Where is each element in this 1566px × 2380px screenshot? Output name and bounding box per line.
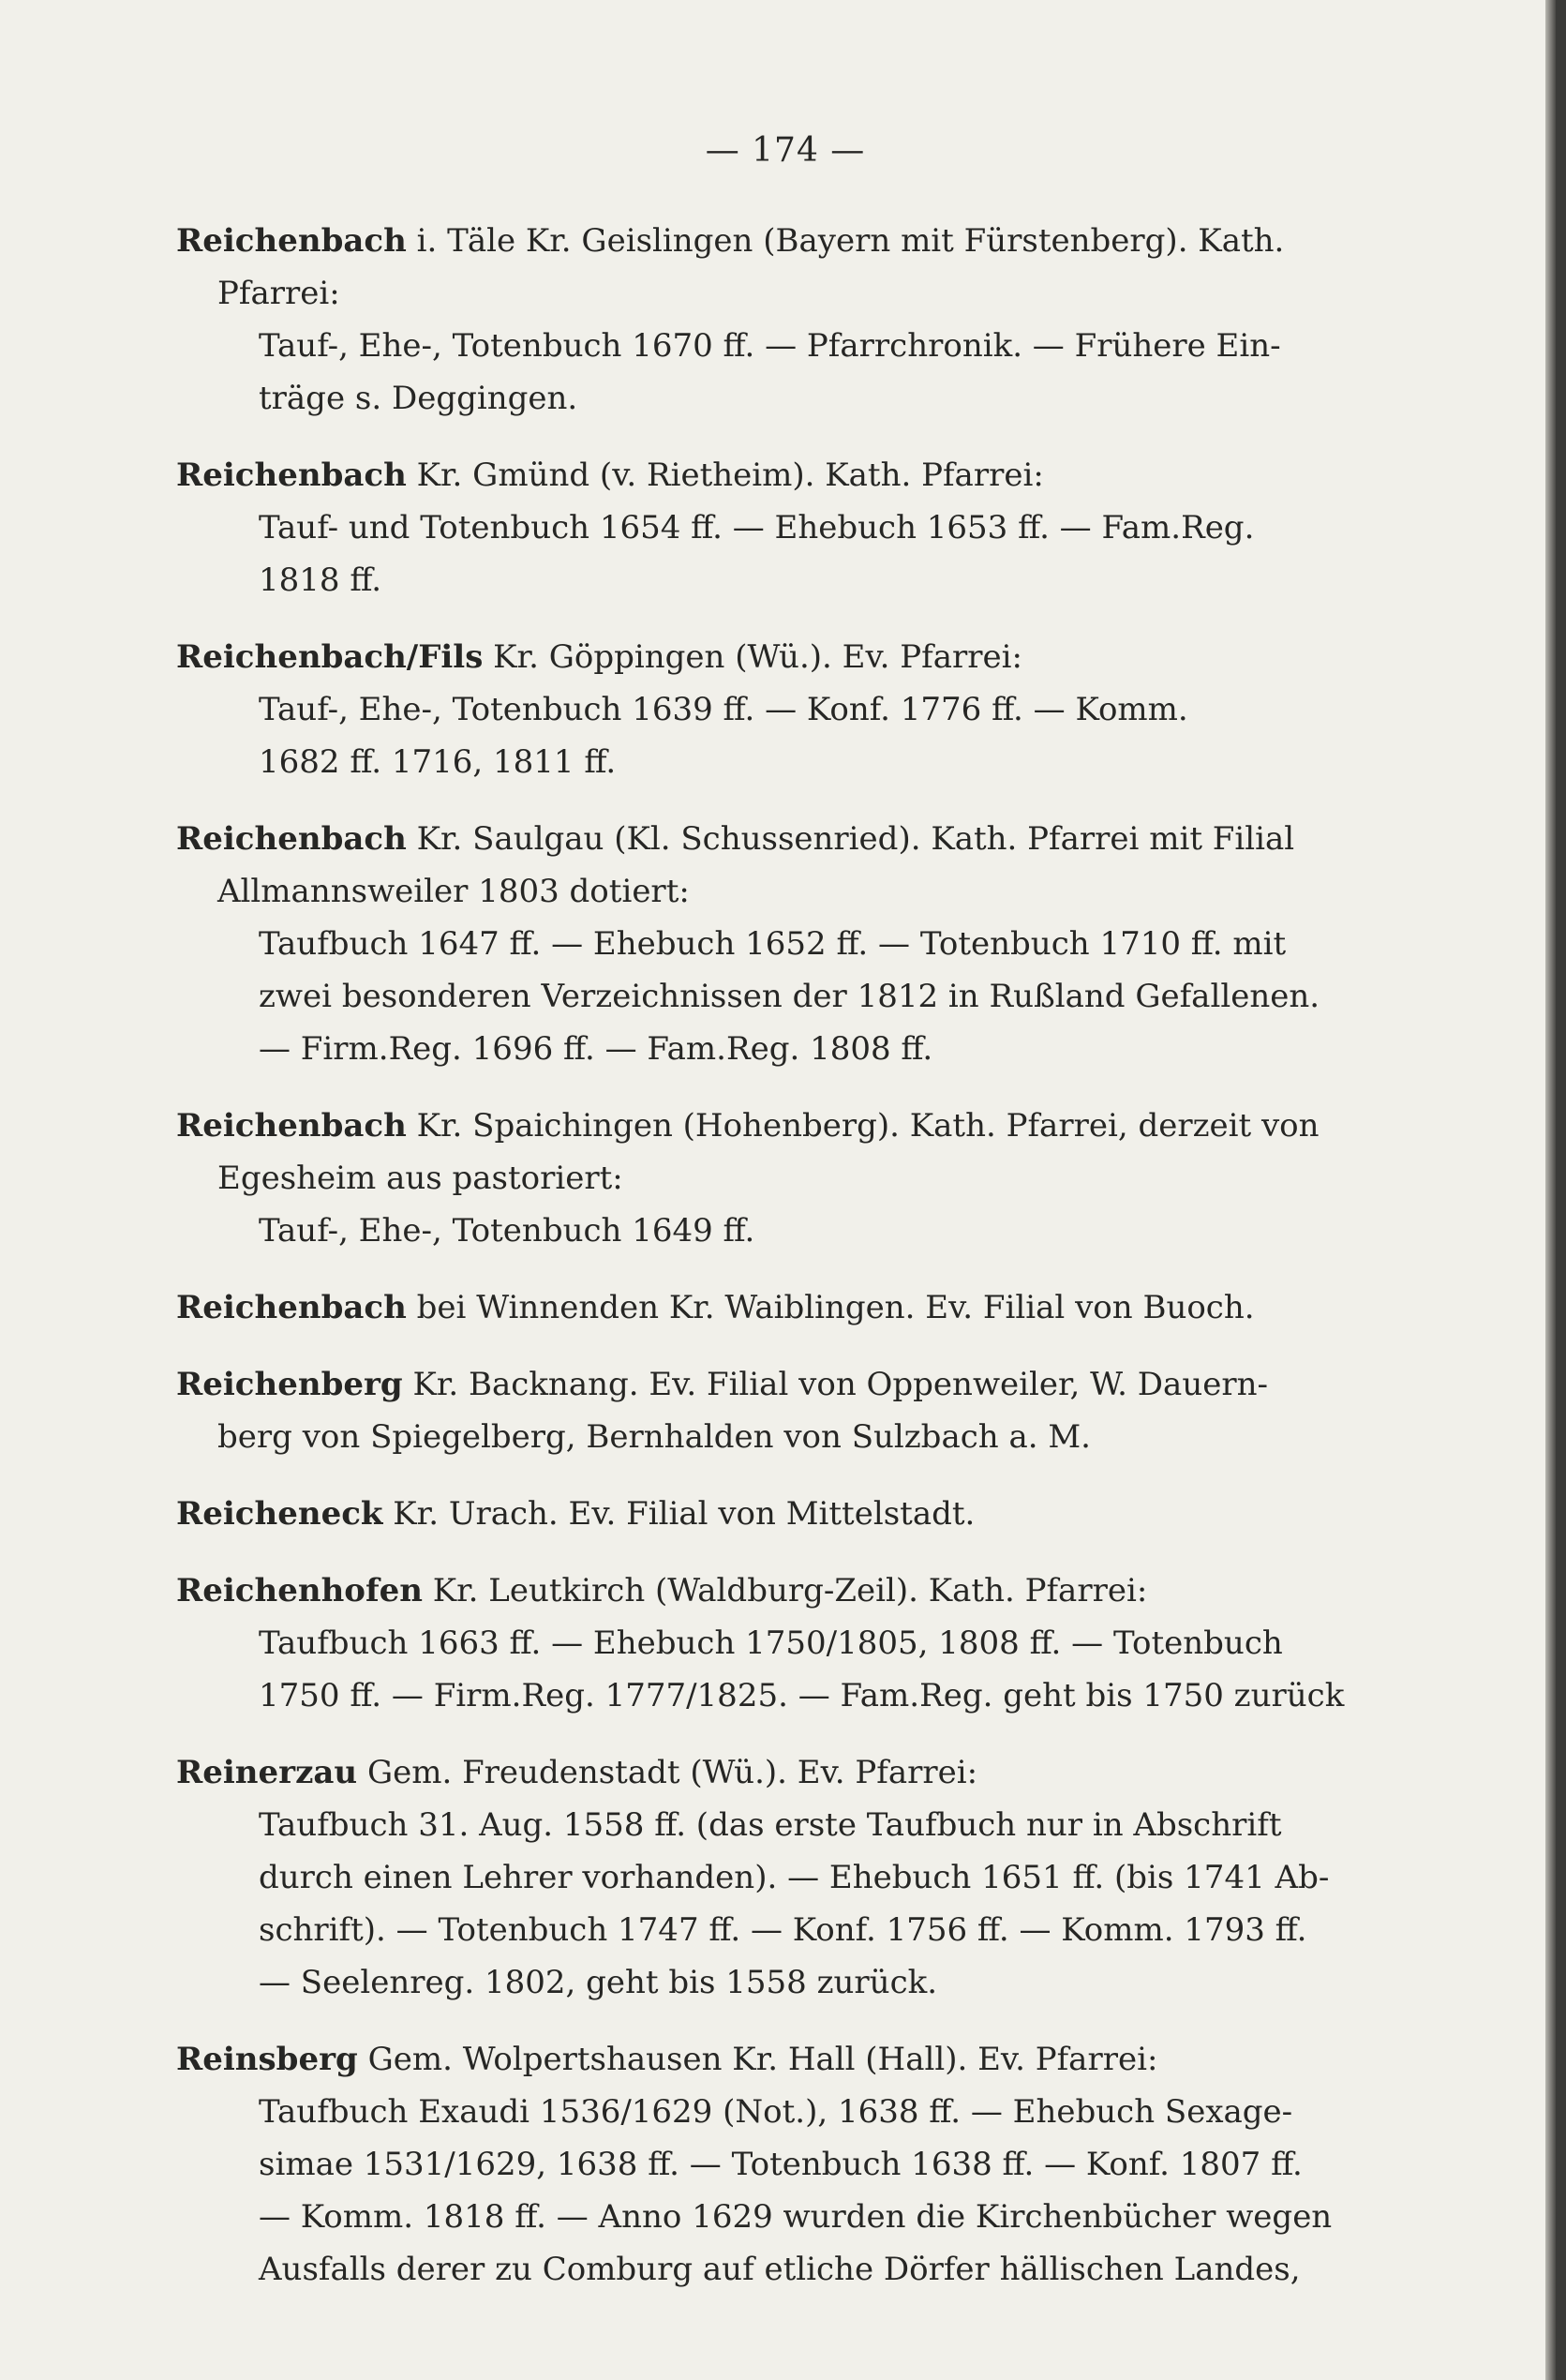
entry-records-line: Taufbuch 1663 ff. — Ehebuch 1750/1805, 1808 ff. — Totenbuch: [259, 1624, 1283, 1662]
place-name: Reichenbach: [176, 820, 407, 858]
register-entry: [176, 813, 1394, 1075]
place-name: Reichenberg: [176, 1366, 403, 1403]
register-entry: [176, 215, 1394, 425]
entry-records-line: 1750 ff. — Firm.Reg. 1777/1825. — Fam.Reg. geht bis 1750 zurück: [259, 1677, 1345, 1714]
entry-description: Kr. Backnang. Ev. Filial von Oppenweiler, W. Dauern-: [412, 1366, 1268, 1403]
place-name: Reinerzau: [176, 1754, 358, 1791]
entry-description: Kr. Göppingen (Wü.). Ev. Pfarrei:: [493, 638, 1022, 676]
page-number: — 174 —: [705, 131, 866, 170]
entry-records-line: Tauf- und Totenbuch 1654 ff. — Ehebuch 1653 ff. — Fam.Reg.: [259, 509, 1255, 546]
entry-description: Kr. Saulgau (Kl. Schussenried). Kath. Pfarrei mit Filial: [416, 820, 1295, 858]
page-content: [176, 131, 1394, 2320]
entry-records-line: träge s. Deggingen.: [259, 380, 578, 417]
entry-heading: [176, 813, 1394, 865]
entry-records-line: Taufbuch 1647 ff. — Ehebuch 1652 ff. — Totenbuch 1710 ff. mit: [259, 925, 1287, 963]
entry-records-line: — Komm. 1818 ff. — Anno 1629 wurden die Kirchenbücher wegen: [259, 2198, 1333, 2236]
place-name: Reichenbach: [176, 222, 407, 260]
entry-records-line: Ausfalls derer zu Comburg auf etliche Dörfer hällischen Landes,: [259, 2251, 1301, 2288]
entry-records-line: 1818 ff.: [259, 561, 382, 599]
register-entry: [176, 449, 1394, 606]
entry-description: bei Winnenden Kr. Waiblingen. Ev. Filial von Buoch.: [416, 1289, 1255, 1326]
entry-records-line: Taufbuch 31. Aug. 1558 ff. (das erste Taufbuch nur in Abschrift: [259, 1806, 1282, 1844]
register-entry: [176, 1358, 1394, 1463]
entry-records-line: 1682 ff. 1716, 1811 ff.: [259, 743, 617, 781]
entry-heading-continuation: Egesheim aus pastoriert:: [217, 1160, 623, 1197]
entry-description: Gem. Freudenstadt (Wü.). Ev. Pfarrei:: [366, 1754, 978, 1791]
entry-heading: [176, 1358, 1394, 1411]
page-edge-shadow: [1545, 0, 1556, 2380]
place-name: Reinsberg: [176, 2041, 358, 2078]
entry-heading: [176, 449, 1394, 501]
register-entry: [176, 1100, 1394, 1257]
place-name: Reichenbach: [176, 1107, 407, 1145]
entry-heading: [176, 1746, 1394, 1799]
entry-heading-continuation: Pfarrei:: [217, 275, 340, 312]
register-entry: [176, 631, 1394, 788]
register-entry: [176, 1281, 1394, 1334]
entry-heading: [176, 1100, 1394, 1152]
entry-records-line: Tauf-, Ehe-, Totenbuch 1670 ff. — Pfarrchronik. — Frühere Ein-: [259, 327, 1281, 365]
entry-description: Gem. Wolpertshausen Kr. Hall (Hall). Ev. Pfarrei:: [367, 2041, 1158, 2078]
entry-records-line: Taufbuch Exaudi 1536/1629 (Not.), 1638 ff. — Ehebuch Sexage-: [259, 2093, 1293, 2131]
entry-records-line: — Firm.Reg. 1696 ff. — Fam.Reg. 1808 ff.: [259, 1030, 933, 1068]
entry-description: Kr. Urach. Ev. Filial von Mittelstadt.: [393, 1495, 976, 1533]
entry-description: Kr. Gmünd (v. Rietheim). Kath. Pfarrei:: [416, 457, 1044, 494]
entry-heading-continuation: Allmannsweiler 1803 dotiert:: [217, 873, 690, 910]
register-entry: [176, 1564, 1394, 1722]
entry-heading: [176, 215, 1394, 267]
place-name: Reichenhofen: [176, 1572, 423, 1609]
entry-description: Kr. Spaichingen (Hohenberg). Kath. Pfarrei, derzeit von: [416, 1107, 1320, 1145]
register-entry: [176, 1488, 1394, 1540]
entry-records-line: Tauf-, Ehe-, Totenbuch 1639 ff. — Konf. 1776 ff. — Komm.: [259, 691, 1188, 728]
entry-heading-continuation: berg von Spiegelberg, Bernhalden von Sulzbach a. M.: [217, 1418, 1091, 1456]
place-name: Reichenbach/Fils: [176, 638, 484, 676]
register-entry: [176, 1746, 1394, 2009]
entry-records-line: durch einen Lehrer vorhanden). — Ehebuch 1651 ff. (bis 1741 Ab-: [259, 1859, 1330, 1896]
entry-records-line: — Seelenreg. 1802, geht bis 1558 zurück.: [259, 1964, 938, 2001]
entry-description: Kr. Leutkirch (Waldburg-Zeil). Kath. Pfarrei:: [432, 1572, 1148, 1609]
register-entry: [176, 2033, 1394, 2296]
place-name: Reichenbach: [176, 457, 407, 494]
entry-heading: [176, 2033, 1394, 2086]
entry-heading: [176, 1488, 1394, 1540]
entry-heading: [176, 631, 1394, 683]
place-name: Reicheneck: [176, 1495, 383, 1533]
place-name: Reichenbach: [176, 1289, 407, 1326]
entry-records-line: schrift). — Totenbuch 1747 ff. — Konf. 1756 ff. — Komm. 1793 ff.: [259, 1911, 1307, 1949]
entry-description: i. Täle Kr. Geislingen (Bayern mit Fürstenberg). Kath.: [416, 222, 1285, 260]
entry-heading: [176, 1281, 1394, 1334]
entry-records-line: simae 1531/1629, 1638 ff. — Totenbuch 1638 ff. — Konf. 1807 ff.: [259, 2146, 1303, 2183]
entry-records-line: Tauf-, Ehe-, Totenbuch 1649 ff.: [259, 1212, 755, 1250]
entry-records-line: zwei besonderen Verzeichnissen der 1812 in Rußland Gefallenen.: [259, 978, 1320, 1015]
entry-heading: [176, 1564, 1394, 1617]
